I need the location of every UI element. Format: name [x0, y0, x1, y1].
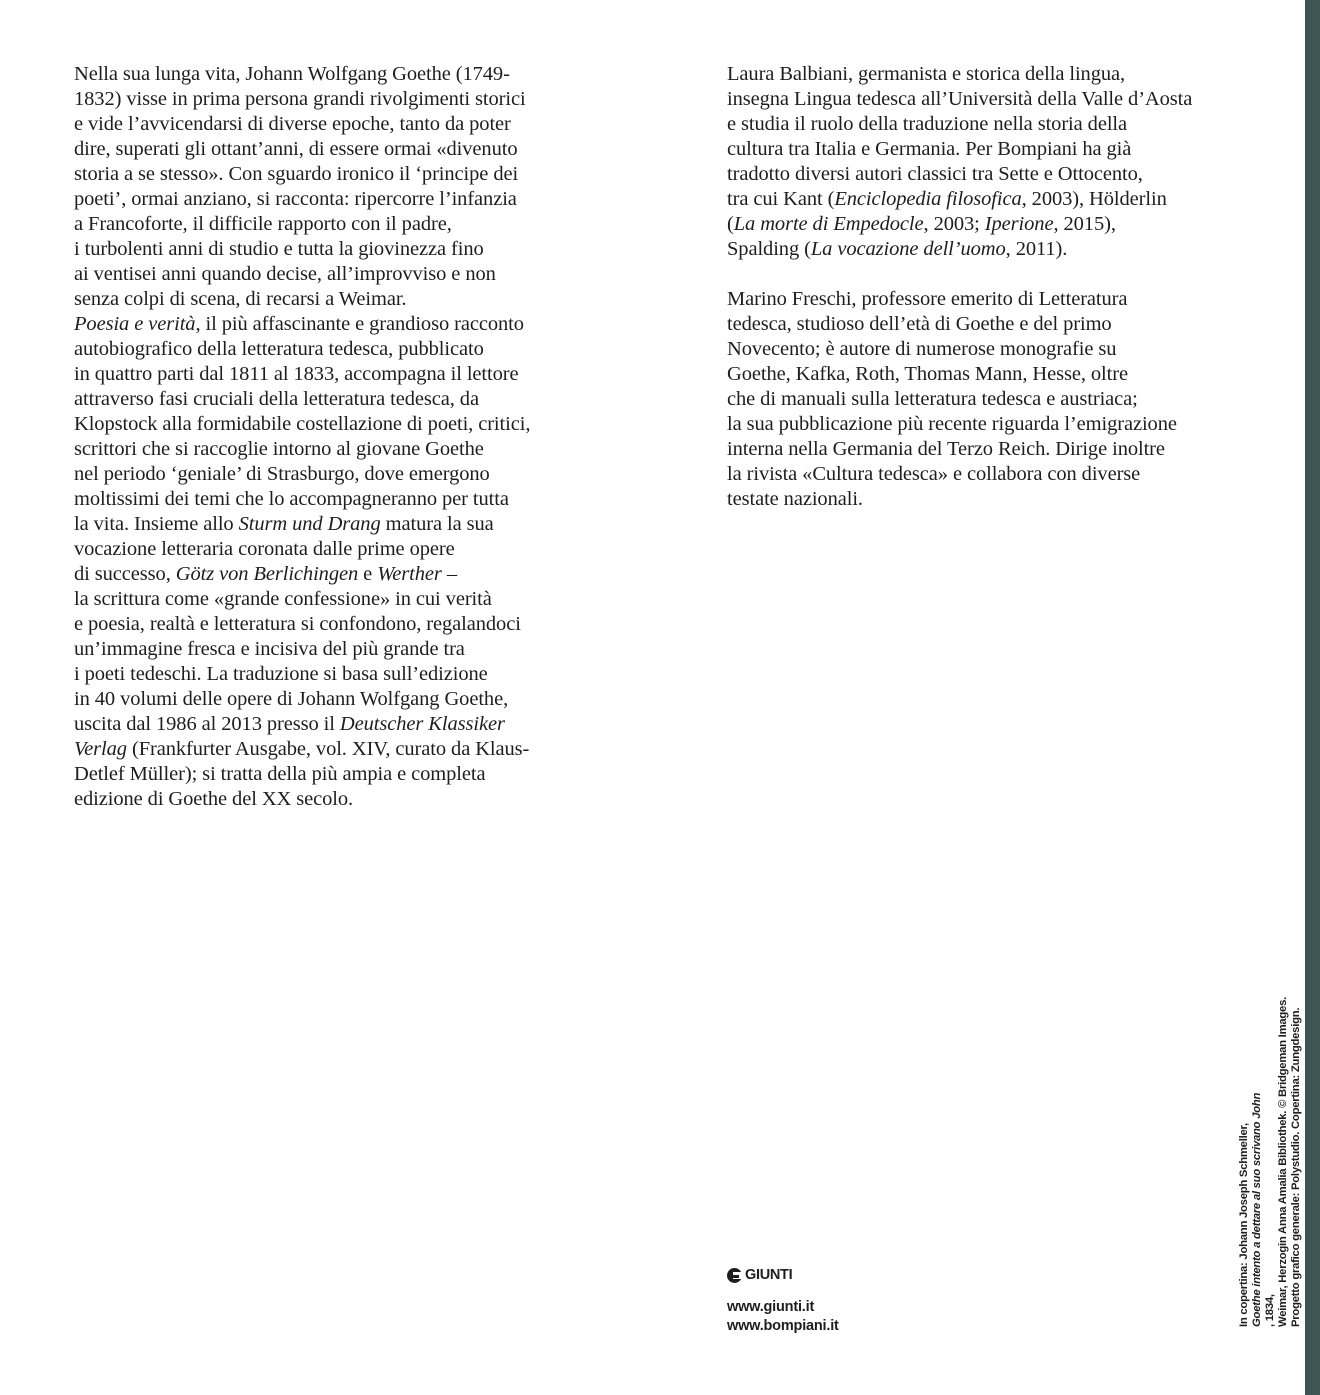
description-line: la vita. Insieme allo Sturm und Drang matura la sua — [74, 513, 494, 535]
bio-line: Goethe, Kafka, Roth, Thomas Mann, Hesse, oltre — [727, 363, 1128, 385]
description-line: e vide l’avvicendarsi di diverse epoche, tanto da poter — [74, 113, 511, 135]
publisher-block — [727, 1266, 839, 1336]
publisher-logo-text: GIUNTI — [745, 1267, 793, 1283]
description-line: senza colpi di scena, di recarsi a Weimar. — [74, 288, 407, 310]
work-title-italic: Iperione — [984, 213, 1054, 235]
description-line: Verlag (Frankfurter Ausgabe, vol. XIV, curato da Klaus- — [74, 738, 530, 760]
giunti-g-logo-icon — [727, 1268, 742, 1283]
description-line: vocazione letteraria coronata dalle prime opere — [74, 538, 455, 560]
publisher-italic: Deutscher Klassiker — [339, 713, 505, 735]
description-line: storia a se stesso». Con sguardo ironico il ‘principe dei — [74, 163, 519, 185]
description-line: Detlef Müller); si tratta della più ampia e completa — [74, 763, 486, 785]
work-title-italic: La vocazione dell’uomo — [810, 238, 1006, 260]
bio-line: e studia il ruolo della traduzione nella storia della — [727, 113, 1128, 135]
description-line: i turbolenti anni di studio e tutta la giovinezza fino — [74, 238, 484, 260]
credits-line: In copertina: Johann Joseph Schmeller, Goethe intento a dettare al suo scrivano John , 1834, — [1238, 1092, 1276, 1327]
description-line: Klopstock alla formidabile costellazione di poeti, critici, — [74, 413, 531, 435]
description-line: attraverso fasi cruciali della letteratura tedesca, da — [74, 388, 479, 410]
description-line: moltissimi dei temi che lo accompagneranno per tutta — [74, 488, 509, 510]
bio-line: testate nazionali. — [727, 488, 863, 510]
bio-line: tradotto diversi autori classici tra Sette e Ottocento, — [727, 163, 1143, 185]
giunti-logo — [727, 1266, 839, 1284]
description-line: a Francoforte, il difficile rapporto con il padre, — [74, 213, 452, 235]
work-title-italic: Götz von Berlichingen — [175, 563, 359, 585]
description-line: poeti’, ormai anziano, si racconta: ripercorre l’infanzia — [74, 188, 517, 210]
description-line: la scrittura come «grande confessione» in cui verità — [74, 588, 492, 610]
description-line: i poeti tedeschi. La traduzione si basa sull’edizione — [74, 663, 488, 685]
work-title-italic: Werther — [377, 563, 442, 585]
credits-line: Progetto grafico generale: Polystudio. Copertina: Zungdesign. — [1290, 1007, 1302, 1327]
publisher-italic: Verlag — [74, 738, 127, 760]
credits-line: Weimar, Herzogin Anna Amalia Bibliothek. © Bridgeman Images. — [1277, 996, 1289, 1327]
description-line: Poesia e verità, il più affascinante e grandioso racconto — [74, 313, 524, 335]
cover-credits — [1238, 997, 1303, 1327]
bio-line: tra cui Kant (Enciclopedia filosofica, 2003), Hölderlin — [727, 188, 1167, 210]
work-title-italic: Enciclopedia filosofica — [834, 188, 1022, 210]
book-title-italic: Poesia e verità — [74, 313, 196, 335]
description-line: ai ventisei anni quando decise, all’improvviso e non — [74, 263, 496, 285]
work-title-italic: La morte di Empedocle — [733, 213, 924, 235]
artwork-title-italic: Goethe intento a dettare al suo scrivano John — [1251, 1092, 1263, 1327]
description-line: e poesia, realtà e letteratura si confondono, regalandoci — [74, 613, 521, 635]
bio-line: Novecento; è autore di numerose monografie su — [727, 338, 1117, 360]
book-description — [74, 62, 594, 812]
description-line: nel periodo ‘geniale’ di Strasburgo, dove emergono — [74, 463, 490, 485]
movement-italic: Sturm und Drang — [238, 513, 381, 535]
description-line: un’immagine fresca e incisiva del più grande tra — [74, 638, 465, 660]
bio-line: Spalding (La vocazione dell’uomo, 2011). — [727, 238, 1068, 260]
bio-line: la sua pubblicazione più recente riguarda l’emigrazione — [727, 413, 1177, 435]
description-line: uscita dal 1986 al 2013 presso il Deutscher Klassiker — [74, 713, 505, 735]
bio-line: la rivista «Cultura tedesca» e collabora con diverse — [727, 463, 1141, 485]
description-line: in 40 volumi delle opere di Johann Wolfgang Goethe, — [74, 688, 509, 710]
cover-edge-stripe — [1305, 0, 1320, 1395]
description-line: Nella sua lunga vita, Johann Wolfgang Goethe (1749- — [74, 63, 510, 85]
publisher-urls — [727, 1298, 839, 1336]
bio-line: insegna Lingua tedesca all’Università della Valle d’Aosta — [727, 88, 1193, 110]
description-line: edizione di Goethe del XX secolo. — [74, 788, 354, 810]
description-line: 1832) visse in prima persona grandi rivolgimenti storici — [74, 88, 526, 110]
bompiani-url-link[interactable]: www.bompiani.it — [727, 1318, 839, 1334]
description-line: dire, superati gli ottant’anni, di essere ormai «divenuto — [74, 138, 518, 160]
bio-line: Laura Balbiani, germanista e storica della lingua, — [727, 63, 1126, 85]
editor-bio — [727, 287, 1267, 512]
description-line: in quattro parti dal 1811 al 1833, accompagna il lettore — [74, 363, 519, 385]
description-line: di successo, Götz von Berlichingen e Werther – — [74, 563, 457, 585]
bio-line: Marino Freschi, professore emerito di Letteratura — [727, 288, 1128, 310]
giunti-url-link[interactable]: www.giunti.it — [727, 1299, 815, 1315]
bio-line: interna nella Germania del Terzo Reich. Dirige inoltre — [727, 438, 1165, 460]
description-line: autobiografico della letteratura tedesca, pubblicato — [74, 338, 484, 360]
paragraph-gap — [727, 262, 1267, 287]
description-line: scrittori che si raccoglie intorno al giovane Goethe — [74, 438, 484, 460]
translator-bio — [727, 62, 1267, 262]
author-bios — [727, 62, 1267, 512]
bio-line: che di manuali sulla letteratura tedesca e austriaca; — [727, 388, 1138, 410]
bio-line: tedesca, studioso dell’età di Goethe e del primo — [727, 313, 1112, 335]
bio-line: (La morte di Empedocle, 2003; Iperione, 2015), — [727, 213, 1116, 235]
bio-line: cultura tra Italia e Germania. Per Bompiani ha già — [727, 138, 1132, 160]
